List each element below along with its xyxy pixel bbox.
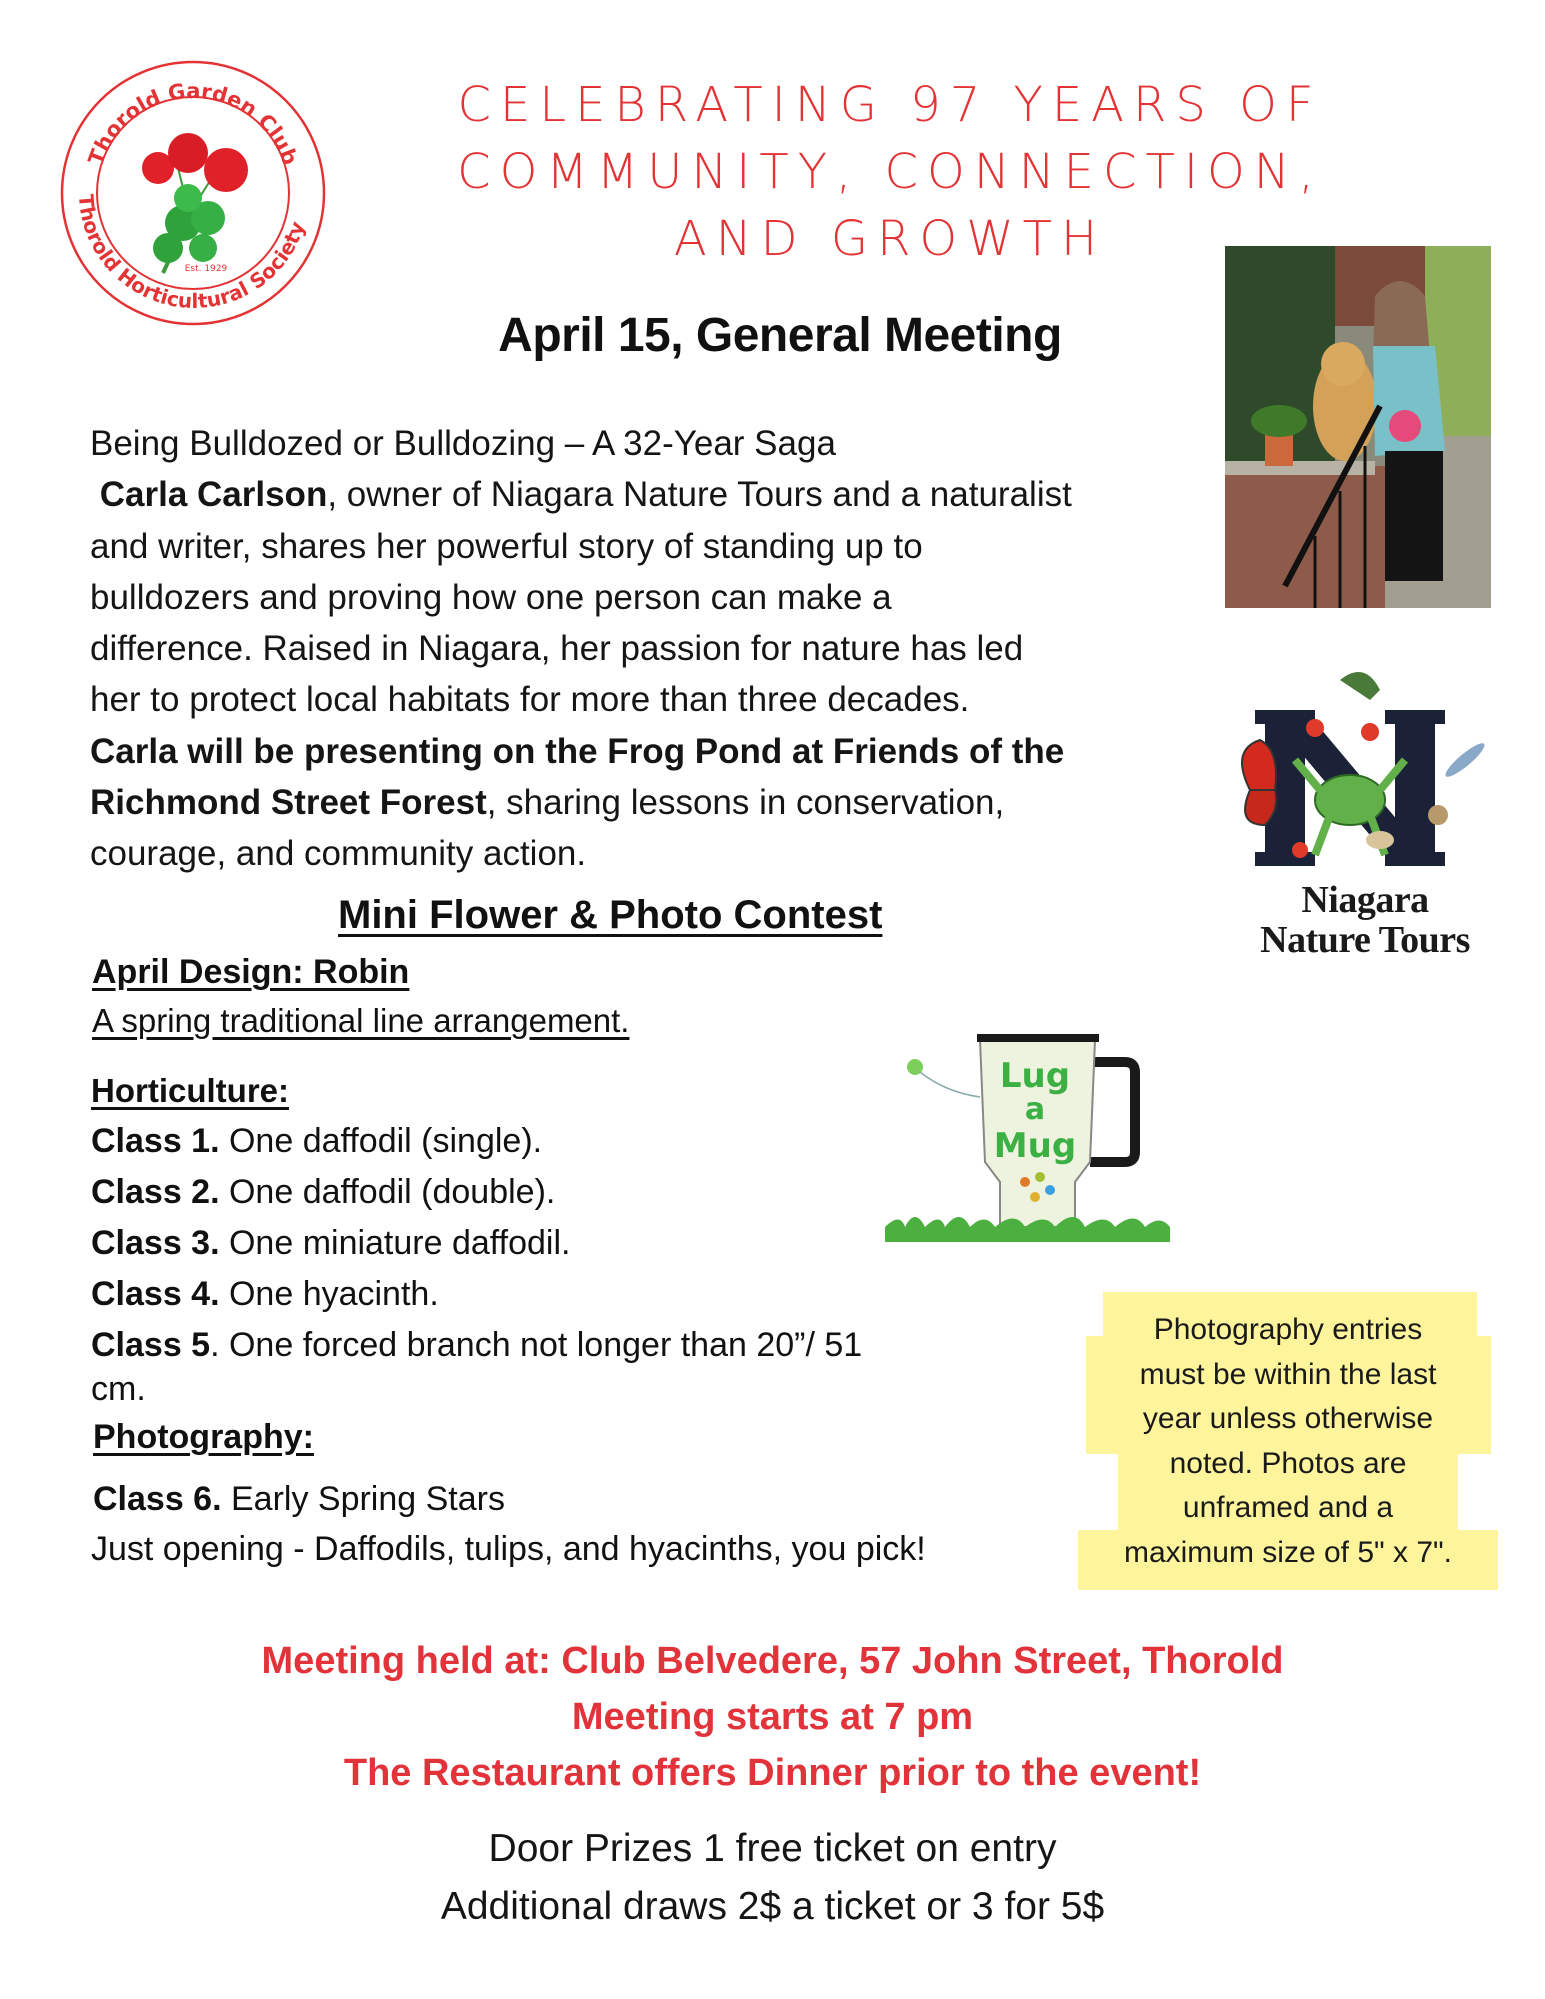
door-prize-line-1: Door Prizes 1 free ticket on entry [488,1827,1057,1870]
bio-line-4: difference. Raised in Niagara, her passion for nature has led [90,629,1024,669]
title-line-2: COMMUNITY, CONNECTION, [457,144,1323,200]
svg-text:Est. 1929: Est. 1929 [184,264,228,274]
photography-label: Photography: [93,1418,314,1456]
class-item: Class 2. One daffodil (double). [91,1173,556,1211]
bio-line-1: Carla Carlson, owner of Niagara Nature Tours and a naturalist [99,475,1072,515]
horticulture-label: Horticulture: [91,1072,289,1109]
class-item: Class 1. One daffodil (single). [91,1122,543,1160]
speaker-photo [1225,246,1491,608]
class-item: Class 3. One miniature daffodil. [91,1224,571,1262]
bio-line-2: and writer, shares her powerful story of standing up to [90,526,923,566]
venue-time: Meeting starts at 7 pm [571,1696,974,1738]
nature-n-emblem-icon [1220,640,1510,890]
venue-info [100,1633,1445,1801]
class-6: Class 6. Early Spring Stars [93,1480,505,1518]
bio-line-7: Richmond Street Forest, sharing lessons in conservation, [90,783,1005,823]
design-description: A spring traditional line arrangement. [92,1002,630,1039]
class-item: Class 5. One forced branch not longer than 20”/ 51 [91,1326,863,1364]
speaker-photo-image [1225,246,1491,608]
venue-dinner: The Restaurant offers Dinner prior to the event! [343,1752,1202,1794]
club-seal-icon [58,58,328,328]
celebration-title [380,72,1400,273]
svg-text:Thorold Horticultural Society: Thorold Horticultural Society [73,193,310,314]
note-text: Photography entries must be within the last year unless otherwise noted. Photos are unframed and a maximum size of 5" x 7". [1123,1313,1453,1569]
door-prize-line-2: Additional draws 2$ a ticket or 3 for 5$ [440,1885,1105,1928]
venue-location: Meeting held at: Club Belvedere, 57 John Street, Thorold [261,1640,1284,1682]
meeting-heading: April 15, General Meeting [498,309,1062,362]
bio-line-3: bulldozers and proving how one person can make a [90,577,892,617]
class-6-detail: Just opening - Daffodils, tulips, and hyacinths, you pick! [91,1530,926,1568]
contest-heading: Mini Flower & Photo Contest [338,893,883,937]
speaker-bio [90,418,1200,880]
niagara-nature-tours-wordmark: Niagara Nature Tours [1260,879,1470,961]
svg-text:Mug: Mug [993,1126,1077,1166]
door-prizes [200,1820,1345,1936]
class-5-wrap: cm. [91,1370,146,1408]
photography-rules-note [1078,1292,1498,1590]
title-line-3: AND GROWTH [673,211,1107,267]
svg-text:Thorold Garden Club: Thorold Garden Club [83,78,303,169]
speaker-name: Carla Carlson [99,475,328,515]
design-label: April Design: Robin [92,953,410,991]
bio-line-8: courage, and community action. [90,834,587,874]
bio-line-5: her to protect local habitats for more than three decades. [90,680,970,720]
thorold-garden-club-logo [58,58,328,328]
title-line-1: CELEBRATING 97 YEARS OF [457,77,1323,133]
lug-a-mug-graphic [885,1022,1170,1242]
talk-title: Being Bulldozed or Bulldozing – A 32-Year Saga [90,424,836,463]
bio-bold-line: Carla will be presenting on the Frog Pond at Friends of the [90,731,1065,771]
svg-text:Lug: Lug [999,1056,1071,1096]
svg-text:a: a [1024,1092,1046,1127]
class-item: Class 4. One hyacinth. [91,1275,439,1313]
mug-icon [885,1022,1170,1242]
